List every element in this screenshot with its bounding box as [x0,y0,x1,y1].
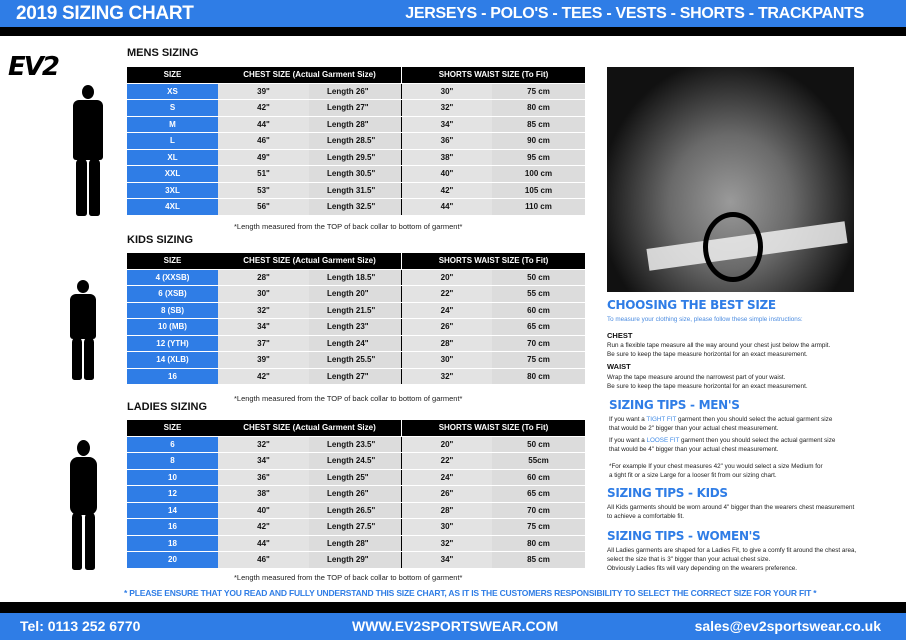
text-line: that would be 4" bigger than your actual chest measurement. [609,446,779,453]
size-cell: 16 [127,369,218,385]
text: If you want a [609,437,647,444]
table-row [127,166,585,183]
table-row [127,286,585,303]
waist-inch-cell: 24" [401,470,492,486]
ev2-logo: EV2 [8,52,58,82]
waist-cm-cell: 85 cm [492,117,585,133]
waist-inch-cell: 28" [401,336,492,352]
table-row [127,100,585,117]
size-cell: S [127,100,218,116]
tight-fit-highlight: TIGHT FIT [646,416,677,423]
chest-cell: 28" [218,270,309,286]
waist-inch-cell: 26" [401,486,492,502]
table-row [127,536,585,553]
size-cell: 14 [127,503,218,519]
waist-inch-cell: 38" [401,150,492,166]
loose-fit-highlight: LOOSE FIT [646,437,680,444]
text-line: All Kids garments should be worn around 4" bigger than the wearers chest measurement [607,504,855,511]
length-note: *Length measured from the TOP of back collar to bottom of garment* [234,394,463,403]
product-categories: JERSEYS - POLO'S - TEES - VESTS - SHORTS - TRACKPANTS [405,5,864,22]
table-row [127,336,585,353]
size-cell: L [127,133,218,149]
waist-cm-cell: 55 cm [492,286,585,302]
chest-cell: 46" [218,133,309,149]
waist-cm-cell: 80 cm [492,536,585,552]
size-header: SIZE [127,253,218,269]
length-cell: Length 28.5" [309,133,401,149]
table-row [127,503,585,520]
size-cell: 10 (MB) [127,319,218,335]
waist-inch-cell: 20" [401,270,492,286]
waist-inch-cell: 32" [401,369,492,385]
text-line: to achieve a comfortable fit. [607,513,685,520]
choosing-best-size-heading: CHOOSING THE BEST SIZE [607,298,776,312]
waist-cm-cell: 70 cm [492,503,585,519]
length-cell: Length 29.5" [309,150,401,166]
phone-number[interactable]: Tel: 0113 252 6770 [20,618,141,634]
chest-cell: 34" [218,319,309,335]
chest-instructions [607,341,830,359]
chest-cell: 49" [218,150,309,166]
waist-cm-cell: 80 cm [492,369,585,385]
chest-cell: 53" [218,183,309,199]
size-cell: 6 (XSB) [127,286,218,302]
table-header [127,420,585,437]
kids-sizing-heading: KIDS SIZING [127,234,194,246]
length-cell: Length 27" [309,369,401,385]
size-cell: 8 (SB) [127,303,218,319]
chest-cell: 46" [218,552,309,568]
text-line: Be sure to keep the tape measure horizontal for an exact measurement. [607,383,808,390]
chest-cell: 42" [218,519,309,535]
chest-measurement-photo [607,67,854,292]
chest-cell: 30" [218,286,309,302]
length-cell: Length 24" [309,336,401,352]
length-note: *Length measured from the TOP of back collar to bottom of garment* [234,573,463,582]
length-cell: Length 25" [309,470,401,486]
table-row [127,470,585,487]
ladies-size-table [127,420,585,569]
waist-inch-cell: 22" [401,286,492,302]
table-row [127,486,585,503]
table-row [127,552,585,569]
chest-cell: 32" [218,303,309,319]
size-header: SIZE [127,67,218,83]
waist-cm-cell: 100 cm [492,166,585,182]
waist-instructions [607,373,808,391]
website-link[interactable]: WWW.EV2SPORTSWEAR.COM [352,618,559,634]
chest-cell: 42" [218,369,309,385]
chest-header: CHEST SIZE (Actual Garment Size) [243,70,376,80]
waist-cm-cell: 65 cm [492,486,585,502]
size-cell: 12 (YTH) [127,336,218,352]
size-cell: 3XL [127,183,218,199]
waist-cm-cell: 70 cm [492,336,585,352]
text-line: Obviously Ladies fits will vary depending on the wearers preference. [607,565,798,572]
waist-inch-cell: 28" [401,503,492,519]
waist-cm-cell: 105 cm [492,183,585,199]
womens-tip [607,546,856,573]
size-cell: 4 (XXSB) [127,270,218,286]
divider [0,602,906,613]
length-cell: Length 26" [309,84,401,100]
chest-cell: 34" [218,453,309,469]
text-line: a tight fit or a size Large for a looser fit from our sizing chart. [609,472,777,479]
waist-cm-cell: 50 cm [492,270,585,286]
mens-sizing-heading: MENS SIZING [127,47,199,59]
waist-cm-cell: 60 cm [492,303,585,319]
length-cell: Length 26.5" [309,503,401,519]
waist-inch-cell: 30" [401,84,492,100]
waist-inch-cell: 32" [401,536,492,552]
chest-cell: 51" [218,166,309,182]
waist-inch-cell: 26" [401,319,492,335]
table-row [127,453,585,470]
kids-tips-heading: SIZING TIPS - KIDS [607,486,728,500]
table-header [127,67,585,84]
page-title: 2019 SIZING CHART [16,3,194,24]
text-line: select the size that is 3" bigger than your actual chest size. [607,556,771,563]
chest-cell: 56" [218,199,309,215]
divider [0,27,906,36]
length-note: *Length measured from the TOP of back collar to bottom of garment* [234,222,463,231]
kids-tip [607,503,854,521]
waist-inch-cell: 42" [401,183,492,199]
table-row [127,84,585,101]
length-cell: Length 27" [309,100,401,116]
size-header: SIZE [127,420,218,436]
waist-cm-cell: 65 cm [492,319,585,335]
text: If you want a [609,416,647,423]
waist-cm-cell: 80 cm [492,100,585,116]
waist-inch-cell: 34" [401,117,492,133]
table-row [127,319,585,336]
table-row [127,369,585,386]
mens-size-table [127,67,585,216]
waist-cm-cell: 90 cm [492,133,585,149]
womens-tips-heading: SIZING TIPS - WOMEN'S [607,529,761,543]
length-cell: Length 20" [309,286,401,302]
footer [0,613,906,640]
size-cell: XL [127,150,218,166]
waist-header: SHORTS WAIST SIZE (To Fit) [401,253,585,269]
length-cell: Length 32.5" [309,199,401,215]
size-cell: XS [127,84,218,100]
waist-cm-cell: 110 cm [492,199,585,215]
size-cell: XXL [127,166,218,182]
waist-inch-cell: 40" [401,166,492,182]
example-tip [609,462,823,480]
size-cell: 4XL [127,199,218,215]
text: garment then you should select the actual garment size [679,437,836,444]
length-cell: Length 26" [309,486,401,502]
waist-cm-cell: 85 cm [492,552,585,568]
kids-size-table [127,253,585,385]
highlight-circle [703,212,763,282]
text-line: Wrap the tape measure around the narrowest part of your waist. [607,374,786,381]
waist-header: SHORTS WAIST SIZE (To Fit) [401,420,585,436]
size-cell: 8 [127,453,218,469]
length-cell: Length 23" [309,319,401,335]
table-row [127,199,585,216]
waist-inch-cell: 24" [401,303,492,319]
length-cell: Length 21.5" [309,303,401,319]
length-cell: Length 24.5" [309,453,401,469]
length-cell: Length 31.5" [309,183,401,199]
waist-inch-cell: 36" [401,133,492,149]
waist-cm-cell: 75 cm [492,84,585,100]
size-cell: M [127,117,218,133]
size-cell: 18 [127,536,218,552]
chest-cell: 39" [218,352,309,368]
text-line: All Ladies garments are shaped for a Ladies Fit, to give a comfy fit around the chest area, [607,547,857,554]
table-row [127,133,585,150]
length-cell: Length 28" [309,536,401,552]
waist-cm-cell: 75 cm [492,519,585,535]
chest-header: CHEST SIZE (Actual Garment Size) [243,423,376,433]
responsibility-warning: * PLEASE ENSURE THAT YOU READ AND FULLY UNDERSTAND THIS SIZE CHART, AS IT IS THE CUSTOMERS RESPONSIBILITY TO SELECT THE CORRECT SIZE FOR YOUR FIT * [124,588,817,598]
ladies-sizing-heading: LADIES SIZING [127,401,208,413]
table-row [127,437,585,454]
size-cell: 20 [127,552,218,568]
waist-inch-cell: 20" [401,437,492,453]
waist-cm-cell: 75 cm [492,352,585,368]
waist-inch-cell: 32" [401,100,492,116]
waist-inch-cell: 34" [401,552,492,568]
chest-cell: 44" [218,536,309,552]
waist-cm-cell: 55cm [492,453,585,469]
length-cell: Length 23.5" [309,437,401,453]
table-row [127,117,585,134]
length-cell: Length 27.5" [309,519,401,535]
chest-cell: 42" [218,100,309,116]
table-row [127,519,585,536]
text-line: Be sure to keep the tape measure horizontal for an exact measurement. [607,351,808,358]
waist-inch-cell: 22" [401,453,492,469]
chest-cell: 32" [218,437,309,453]
chest-cell: 40" [218,503,309,519]
text-line: that would be 2" bigger than your actual chest measurement. [609,425,779,432]
text-line: Run a flexible tape measure all the way around your chest just below the armpit. [607,342,831,349]
waist-inch-cell: 30" [401,352,492,368]
waist-cm-cell: 60 cm [492,470,585,486]
waist-header: SHORTS WAIST SIZE (To Fit) [401,67,585,83]
chest-cell: 44" [218,117,309,133]
size-cell: 6 [127,437,218,453]
tips-intro: To measure your clothing size, please follow these simple instructions: [607,316,803,323]
top-banner [0,0,906,27]
chest-cell: 39" [218,84,309,100]
size-cell: 10 [127,470,218,486]
text-line: *For example If your chest measures 42" you would select a size Medium for [609,463,823,470]
table-row [127,183,585,200]
chest-cell: 37" [218,336,309,352]
waist-inch-cell: 30" [401,519,492,535]
size-cell: 14 (XLB) [127,352,218,368]
tight-fit-tip [609,415,832,433]
chest-header: CHEST SIZE (Actual Garment Size) [243,256,376,266]
mens-tips-heading: SIZING TIPS - MEN'S [609,398,740,412]
size-cell: 16 [127,519,218,535]
table-row [127,150,585,167]
table-row [127,303,585,320]
chest-cell: 36" [218,470,309,486]
chest-cell: 38" [218,486,309,502]
text: garment then you should select the actual garment size [676,416,833,423]
loose-fit-tip [609,436,835,454]
waist-cm-cell: 95 cm [492,150,585,166]
length-cell: Length 25.5" [309,352,401,368]
size-cell: 12 [127,486,218,502]
table-row [127,352,585,369]
email-link[interactable]: sales@ev2sportswear.co.uk [694,618,881,634]
waist-cm-cell: 50 cm [492,437,585,453]
waist-heading: WAIST [607,362,631,371]
length-cell: Length 29" [309,552,401,568]
waist-inch-cell: 44" [401,199,492,215]
length-cell: Length 28" [309,117,401,133]
table-header [127,253,585,270]
chest-heading: CHEST [607,331,633,340]
table-row [127,270,585,287]
length-cell: Length 30.5" [309,166,401,182]
length-cell: Length 18.5" [309,270,401,286]
